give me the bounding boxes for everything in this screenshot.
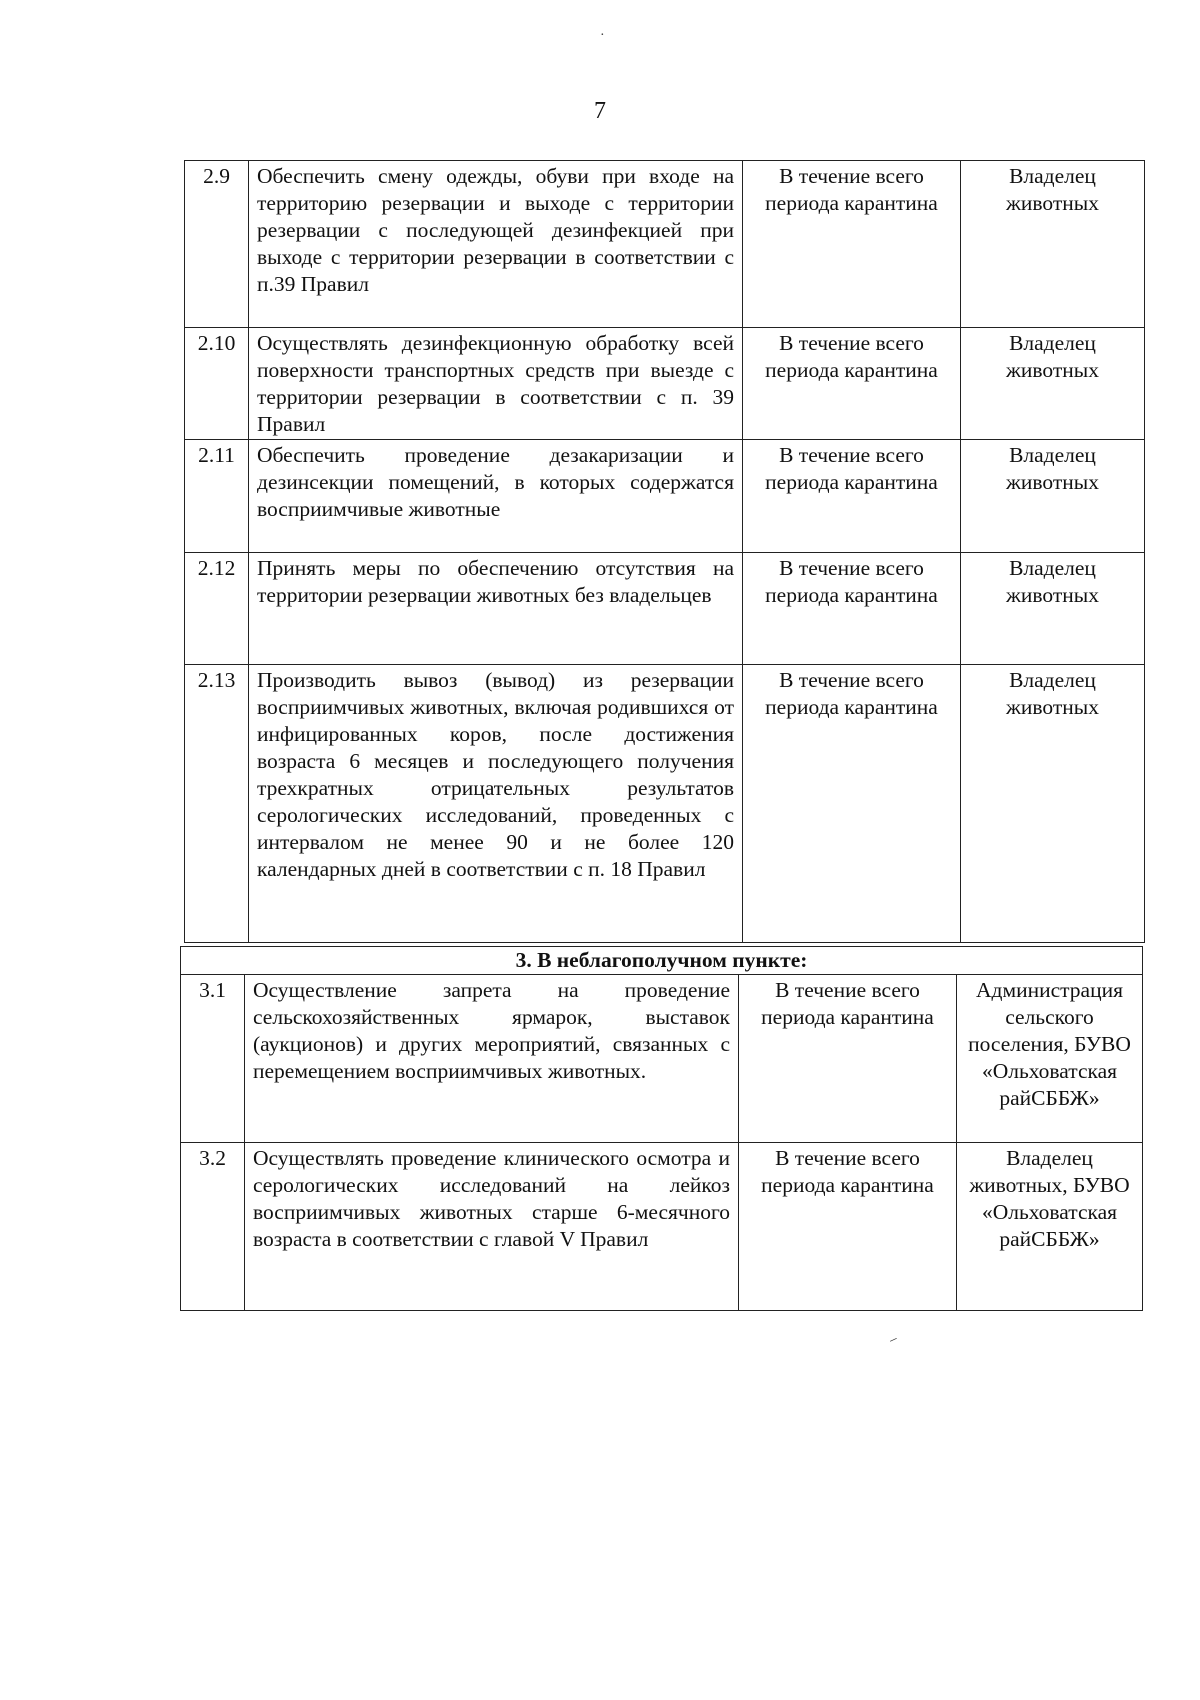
measure-term: В течение всего периода карантина xyxy=(739,975,957,1143)
measure-text: Принять меры по обеспечению отсутствия на территории резервации животных без владельцев xyxy=(249,553,743,665)
measure-executor: Владелец животных, БУВО «Ольховатская райСББЖ» xyxy=(957,1143,1143,1311)
table-row xyxy=(185,161,1145,328)
measure-executor: Владелец животных xyxy=(961,553,1145,665)
row-number: 2.12 xyxy=(185,553,249,665)
measure-term: В течение всего периода карантина xyxy=(743,328,961,440)
scan-speck: – xyxy=(886,1331,900,1348)
measures-table-section-3 xyxy=(180,946,1143,1311)
measure-term: В течение всего периода карантина xyxy=(743,553,961,665)
row-number: 2.11 xyxy=(185,440,249,553)
page-number: 7 xyxy=(594,98,606,124)
measure-text: Осуществлять проведение клинического осмотра и серологических исследований на лейкоз восприимчивых животных старше 6-месячного возраста в соответствии с главой V Правил xyxy=(245,1143,739,1311)
row-number: 3.1 xyxy=(181,975,245,1143)
table-row xyxy=(185,665,1145,943)
section-title: 3. В неблагополучном пункте: xyxy=(181,947,1143,975)
table-row xyxy=(185,553,1145,665)
table-row xyxy=(181,975,1143,1143)
measure-text: Обеспечить смену одежды, обуви при входе на территорию резервации и выходе с территории резервации с последующей дезинфекцией при выходе с территории резервации в соответствии с п.39 Правил xyxy=(249,161,743,328)
measure-text: Осуществлять дезинфекционную обработку всей поверхности транспортных средств при выезде с территории резервации в соответствии с п. 39 Правил xyxy=(249,328,743,440)
measure-executor: Владелец животных xyxy=(961,665,1145,943)
measure-term: В течение всего периода карантина xyxy=(743,440,961,553)
row-number: 3.2 xyxy=(181,1143,245,1311)
scan-speck: · xyxy=(600,28,605,43)
table-row xyxy=(185,328,1145,440)
measures-table-section-2 xyxy=(184,160,1145,943)
measure-executor: Владелец животных xyxy=(961,440,1145,553)
row-number: 2.13 xyxy=(185,665,249,943)
row-number: 2.9 xyxy=(185,161,249,328)
measure-executor: Администрация сельского поселения, БУВО «Ольховатская райСББЖ» xyxy=(957,975,1143,1143)
measure-executor: Владелец животных xyxy=(961,161,1145,328)
measure-term: В течение всего периода карантина xyxy=(743,161,961,328)
measure-text: Осуществление запрета на проведение сельскохозяйственных ярмарок, выставок (аукционов) и других мероприятий, связанных с перемещением восприимчивых животных. xyxy=(245,975,739,1143)
measure-term: В течение всего периода карантина xyxy=(739,1143,957,1311)
table-row xyxy=(185,440,1145,553)
measure-text: Производить вывоз (вывод) из резервации восприимчивых животных, включая родившихся от инфицированных коров, после достижения возраста 6 месяцев и последующего получения трехкратных отрицательных результатов серологических исследований, проведенных с интервалом не менее 90 и не более 120 календарных дней в соответствии с п. 18 Правил xyxy=(249,665,743,943)
measure-term: В течение всего периода карантина xyxy=(743,665,961,943)
row-number: 2.10 xyxy=(185,328,249,440)
measure-executor: Владелец животных xyxy=(961,328,1145,440)
table-row xyxy=(181,1143,1143,1311)
measure-text: Обеспечить проведение дезакаризации и дезинсекции помещений, в которых содержатся восприимчивые животные xyxy=(249,440,743,553)
section-header-row xyxy=(181,947,1143,975)
